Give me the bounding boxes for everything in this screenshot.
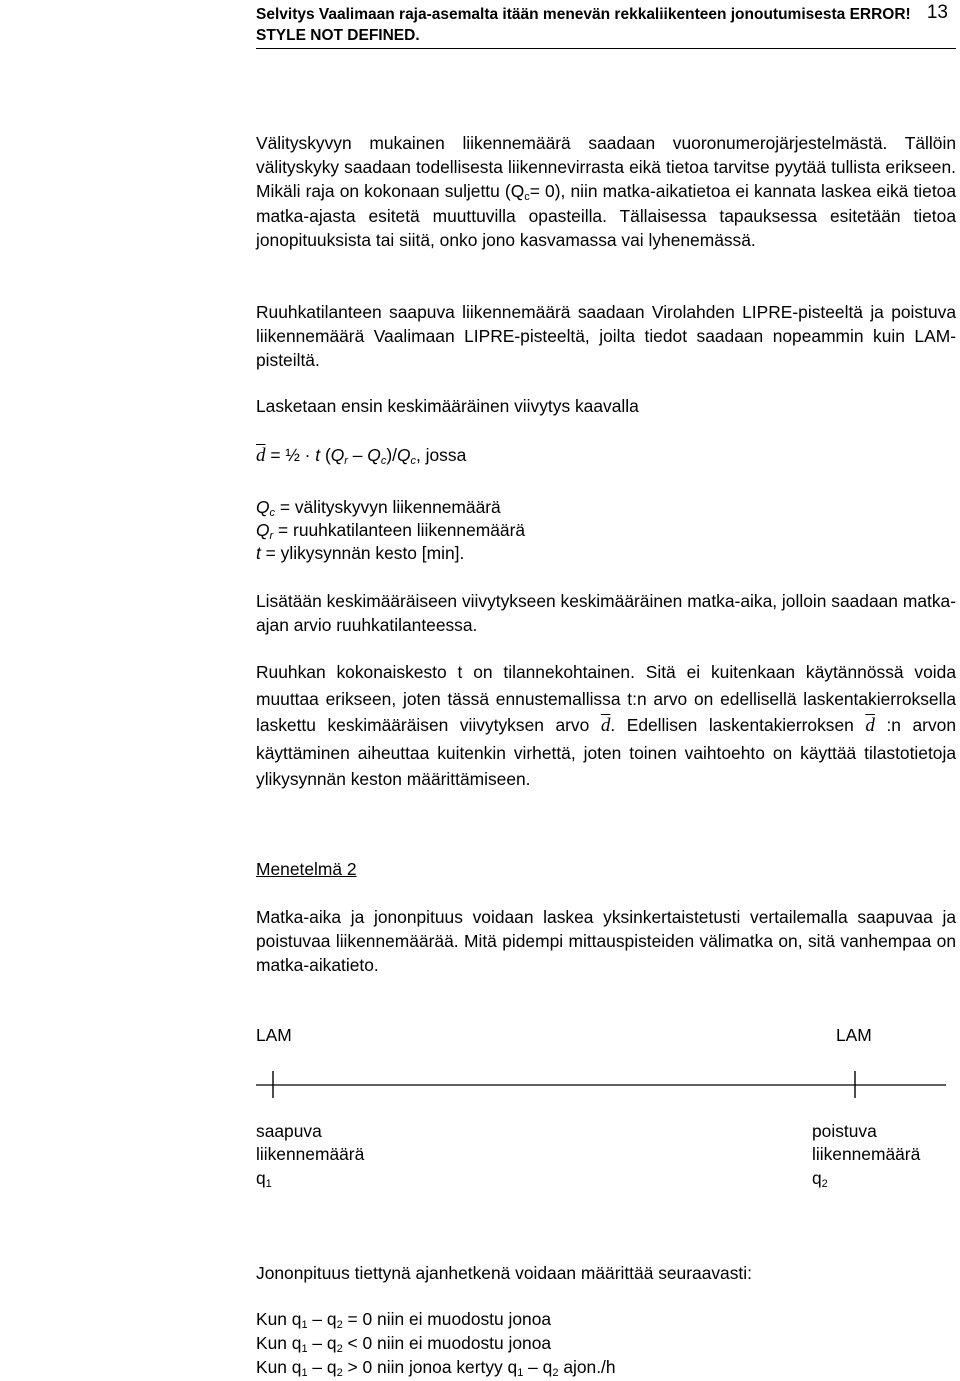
formula <box>256 443 466 468</box>
paragraph-method-2: Matka-aika ja jononpituus voidaan laskea yksinkertaistetusti vertailemalla saapuvaa ja poistuvaa liikennemäärää. Mitä pidempi mittauspisteiden välimatka on, sitä vanhempaa on matka-aikatieto. <box>256 907 956 976</box>
p5-text-b: . Edellisen laskentakierroksen <box>610 715 866 735</box>
paragraph-travel-time: Lisätään keskimääräiseen viivytykseen keskimääräinen matka-aika, jolloin saadaan matka-ajan arvio ruuhkatilanteessa. <box>256 591 956 636</box>
outgoing-label-2: liikennemäärä <box>812 1144 921 1164</box>
case-sub: 2 <box>552 1367 559 1379</box>
def-text: = ylikysynnän kesto [min]. <box>260 543 465 563</box>
formula-q3: Q <box>396 445 411 465</box>
def-symbol: Q <box>256 497 270 517</box>
q-subscript: 1 <box>265 1178 272 1190</box>
d-bar-symbol: $\overline{d}$ <box>256 445 266 466</box>
case-pre: Kun q <box>256 1333 302 1353</box>
definition-qr <box>256 518 525 542</box>
formula-tail: , jossa <box>415 445 467 465</box>
case-sub: 2 <box>336 1319 343 1331</box>
formula-minus: – <box>347 445 368 465</box>
q-symbol: q <box>812 1168 822 1188</box>
lam-label-left: LAM <box>256 1025 292 1045</box>
formula-sub-c2: c <box>410 455 416 467</box>
p5-text-a: Ruuhkan kokonaiskesto t on tilannekohtainen. Sitä ei kuitenkaan käytännössä voida muuttaa erikseen, joten tässä ennustemallissa t:n arvo on edellisellä laskentakierroksella laskettu keskimääräisen viivytyksen arvo <box>256 662 956 735</box>
header-rule <box>256 48 956 49</box>
lam-label-right: LAM <box>836 1025 872 1045</box>
case-mid: – q <box>523 1357 553 1377</box>
def-symbol: t <box>256 543 261 563</box>
case-op: – q <box>307 1357 337 1377</box>
q-subscript: 2 <box>821 1178 828 1190</box>
outgoing-label-1: poistuva <box>812 1121 877 1141</box>
paragraph-congestion-duration <box>256 659 956 793</box>
def-text: = välityskyvyn liikennemäärä <box>275 497 501 517</box>
def-symbol: Q <box>256 520 270 540</box>
def-text: = ruuhkatilanteen liikennemäärä <box>273 520 526 540</box>
paragraph-queue-length: Jononpituus tiettynä ajanhetkenä voidaan määrittää seuraavasti: <box>256 1263 752 1283</box>
case-sub: 1 <box>517 1367 524 1379</box>
formula-mid: )/ <box>386 445 397 465</box>
p5-text-c: :n arvon käyttäminen aiheuttaa kuitenkin virhettä, joten toinen vaihtoehto on käyttää tilastotietoja ylikysynnän keston määrittämiseen. <box>256 715 956 789</box>
case-sub: 2 <box>336 1343 343 1355</box>
d-bar-symbol: $\overline{d}$ <box>600 715 611 736</box>
case-post: > 0 niin jonoa kertyy q <box>342 1357 518 1377</box>
paragraph-formula-intro: Lasketaan ensin keskimääräinen viivytys kaavalla <box>256 396 639 416</box>
formula-q2: Q <box>367 445 381 465</box>
case-end: ajon./h <box>558 1357 616 1377</box>
case-sub: 1 <box>301 1367 308 1379</box>
incoming-label-2: liikennemäärä <box>256 1144 365 1164</box>
case-sub: 2 <box>336 1367 343 1379</box>
paragraph-traffic-sources: Ruuhkatilanteen saapuva liikennemäärä saadaan Virolahden LIPRE-pisteeltä ja poistuva liikennemäärä Vaalimaan LIPRE-pisteeltä, joilta tiedot saadaan nopeammin kuin LAM-pisteiltä. <box>256 302 956 371</box>
incoming-label-1: saapuva <box>256 1121 322 1141</box>
q-symbol: q <box>256 1168 266 1188</box>
def-subscript: c <box>269 507 276 519</box>
formula-eq: = ½ · <box>265 445 316 465</box>
outgoing-q <box>812 1166 828 1190</box>
d-bar-symbol: $\overline{d}$ <box>865 715 875 736</box>
formula-open: ( <box>320 445 331 465</box>
def-subscript: r <box>269 530 274 542</box>
case-post: = 0 niin ei muodostu jonoa <box>342 1309 552 1329</box>
lam-road-line <box>250 1068 960 1102</box>
case-line-3 <box>256 1355 616 1379</box>
case-line-1 <box>256 1307 551 1331</box>
definition-qc <box>256 495 501 519</box>
case-sub: 1 <box>301 1343 308 1355</box>
formula-t: t <box>315 445 321 465</box>
case-pre: Kun q <box>256 1309 302 1329</box>
case-sub: 1 <box>301 1319 308 1331</box>
header-title: Selvitys Vaalimaan raja-asemalta itään menevän rekkaliikenteen jonoutumisesta ERROR! STYLE NOT DEFINED. <box>256 6 911 44</box>
case-pre: Kun q <box>256 1357 302 1377</box>
paragraph-capacity <box>256 131 956 252</box>
case-op: – q <box>307 1333 337 1353</box>
formula-q1: Q <box>330 445 345 465</box>
p1-text-a: Välityskyvyn mukainen liikennemäärä saadaan vuoronumerojärjestelmästä. Tällöin välityskyky saadaan todellisesta liikennevirrasta eikä tietoa tarvitse pyytää tullista erikseen. Mikäli raja on kokonaan suljettu (Q <box>256 133 956 202</box>
section-heading: Menetelmä 2 <box>256 859 357 879</box>
case-line-2 <box>256 1331 551 1355</box>
incoming-q <box>256 1166 272 1190</box>
case-op: – q <box>307 1309 337 1329</box>
page-number: 13 <box>926 2 948 23</box>
definition-t <box>256 541 464 565</box>
case-post: < 0 niin ei muodostu jonoa <box>342 1333 552 1353</box>
p1-text-b: = 0), niin matka-aikatietoa ei kannata laskea eikä tietoa matka-ajasta esitetä muuttuvilla opasteilla. Tällaisessa tapauksessa esitetään tietoa jonopituuksista tai siitä, onko jono kasvamassa vai lyhenemässä. <box>256 181 956 250</box>
formula-sub-c: c <box>380 455 387 467</box>
formula-sub-r: r <box>344 455 348 467</box>
p1-subscript: c <box>524 191 530 204</box>
